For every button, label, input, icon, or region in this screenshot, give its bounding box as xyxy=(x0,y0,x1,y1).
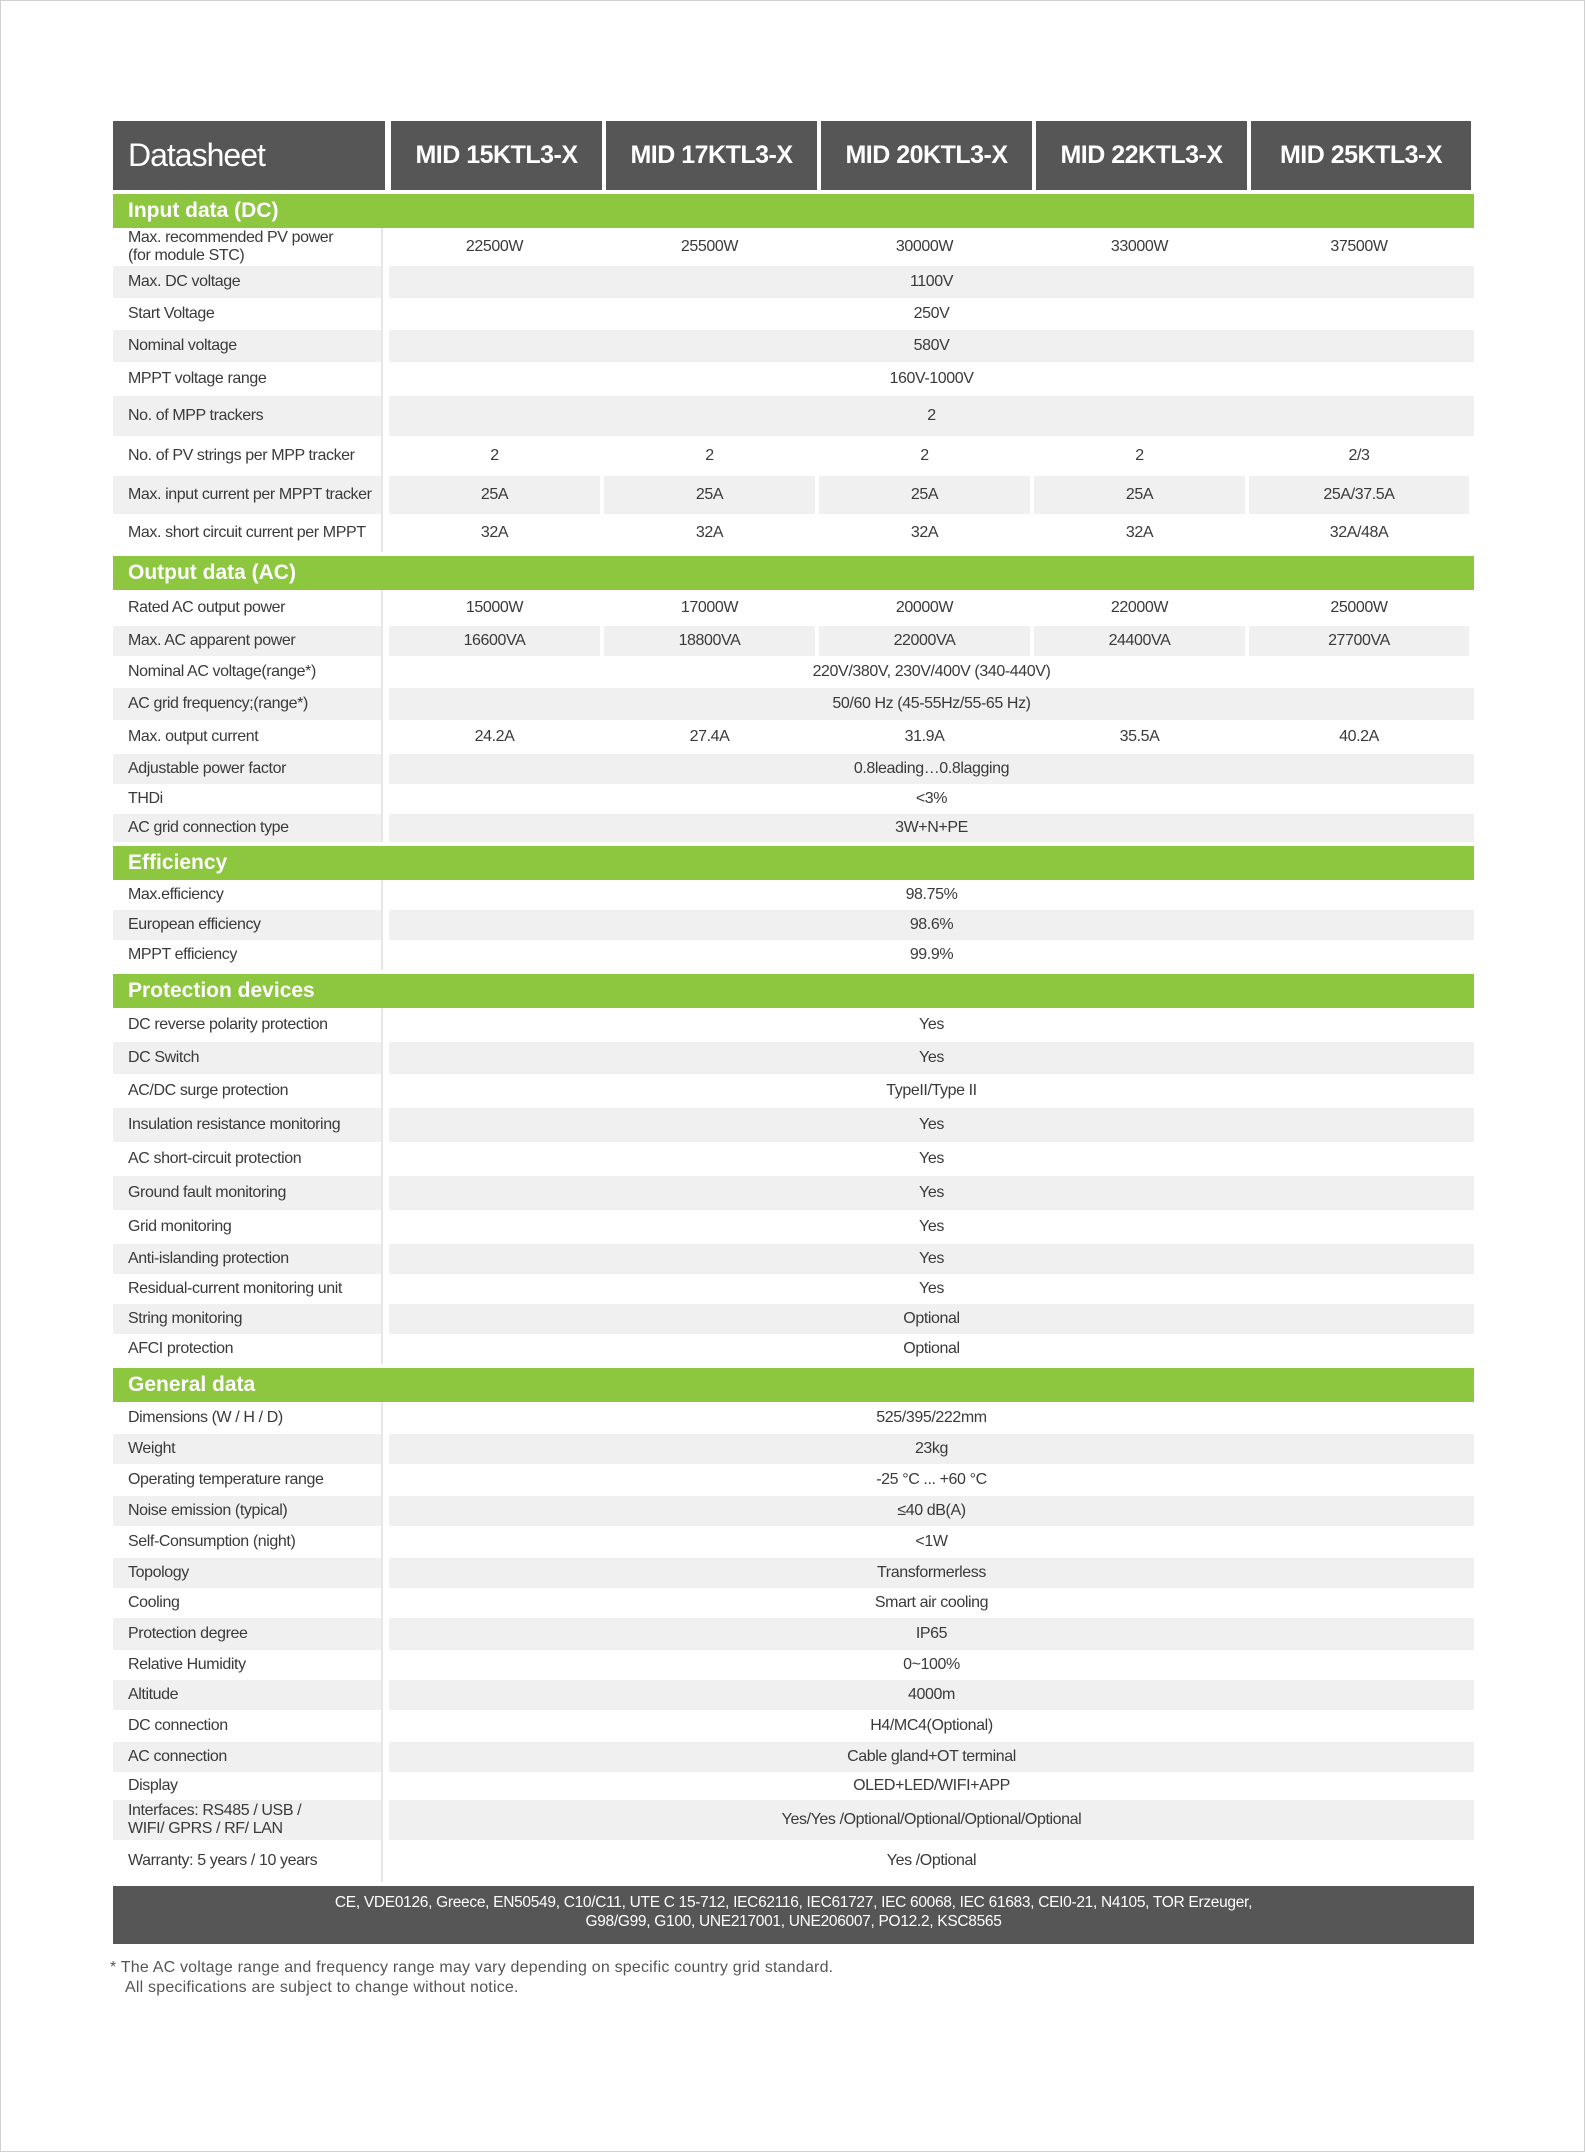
value-cell: 24400VA xyxy=(1034,626,1245,656)
row-label: Insulation resistance monitoring xyxy=(113,1108,383,1142)
table-row xyxy=(113,228,1474,266)
table-row xyxy=(113,1042,1474,1074)
shared-value-cell: 580V xyxy=(389,330,1474,362)
table-row xyxy=(113,1108,1474,1142)
datasheet-title: Datasheet xyxy=(113,121,385,190)
shared-value-cell: <1W xyxy=(915,1533,948,1550)
value-cell: 25A xyxy=(604,476,815,514)
table-row xyxy=(113,1526,1474,1558)
table-row xyxy=(113,266,1474,298)
table-row xyxy=(113,1772,1474,1800)
row-label: Self-Consumption (night) xyxy=(113,1526,383,1558)
value-cell: 37500W xyxy=(1330,238,1388,255)
row-label: Altitude xyxy=(113,1680,383,1710)
shared-value-cell: Yes xyxy=(389,1042,1474,1074)
table-row xyxy=(113,1742,1474,1772)
value-cell: 40.2A xyxy=(1339,728,1379,745)
table-row xyxy=(113,1464,1474,1496)
footnote-line: * The AC voltage range and frequency range may vary depending on specific country grid standard. xyxy=(110,1959,834,1976)
row-label: Max. recommended PV power (for module STC) xyxy=(113,228,383,266)
model-header: MID 17KTL3-X xyxy=(606,121,817,190)
value-cell: 22000VA xyxy=(819,626,1030,656)
row-label: Protection degree xyxy=(113,1618,383,1650)
row-label: Cooling xyxy=(113,1588,383,1618)
shared-value-cell: Yes xyxy=(919,1280,944,1297)
row-label: AC short-circuit protection xyxy=(113,1142,383,1176)
table-row xyxy=(113,590,1474,626)
value-cell: 32A xyxy=(1125,524,1154,541)
row-label: AC connection xyxy=(113,1742,383,1772)
value-cell: 35.5A xyxy=(1119,728,1160,745)
shared-value-cell: Transformerless xyxy=(389,1558,1474,1588)
value-cell: 27.4A xyxy=(689,728,730,745)
value-cell: 25A xyxy=(1034,476,1245,514)
table-row xyxy=(113,720,1474,754)
row-label: AFCI protection xyxy=(113,1334,383,1364)
table-row xyxy=(113,1008,1474,1042)
shared-value-cell: 220V/380V, 230V/400V (340-440V) xyxy=(812,663,1051,680)
table-row xyxy=(113,910,1474,940)
value-cell: 32A xyxy=(910,524,939,541)
table-row xyxy=(113,1304,1474,1334)
shared-value-cell: Cable gland+OT terminal xyxy=(389,1742,1474,1772)
model-header: MID 22KTL3-X xyxy=(1036,121,1247,190)
value-cell: 2 xyxy=(705,447,714,464)
table-row xyxy=(113,1558,1474,1588)
row-label: European efficiency xyxy=(113,910,383,940)
shared-value-cell: Yes xyxy=(919,1218,944,1235)
table-row xyxy=(113,1618,1474,1650)
value-cell: 22500W xyxy=(465,238,524,255)
row-label: Warranty: 5 years / 10 years xyxy=(113,1840,383,1882)
row-label: Max. AC apparent power xyxy=(113,626,383,656)
value-cell: 30000W xyxy=(895,238,954,255)
table-row xyxy=(113,1402,1474,1434)
table-row xyxy=(113,880,1474,910)
row-label: Ground fault monitoring xyxy=(113,1176,383,1210)
shared-value-cell: Optional xyxy=(903,1340,960,1357)
shared-value-cell: 1100V xyxy=(389,266,1474,298)
row-label: No. of PV strings per MPP tracker xyxy=(113,436,383,476)
row-label: Adjustable power factor xyxy=(113,754,383,784)
section-header: Protection devices xyxy=(113,974,1474,1008)
row-label: Operating temperature range xyxy=(113,1464,383,1496)
value-cell: 20000W xyxy=(895,599,954,616)
value-cell: 22000W xyxy=(1110,599,1169,616)
shared-value-cell: 2 xyxy=(389,396,1474,436)
row-label: Start Voltage xyxy=(113,298,383,330)
shared-value-cell: 0.8leading…0.8lagging xyxy=(389,754,1474,784)
value-cell: 32A xyxy=(480,524,509,541)
value-cell: 16600VA xyxy=(389,626,600,656)
shared-value-cell: IP65 xyxy=(389,1618,1474,1650)
row-label: Grid monitoring xyxy=(113,1210,383,1244)
row-label: DC reverse polarity protection xyxy=(113,1008,383,1042)
value-cell: 15000W xyxy=(465,599,524,616)
section-header: General data xyxy=(113,1368,1474,1402)
value-cell: 25500W xyxy=(680,238,739,255)
table-row xyxy=(113,1274,1474,1304)
table-row xyxy=(113,688,1474,720)
row-label: Dimensions (W / H / D) xyxy=(113,1402,383,1434)
shared-value-cell: 3W+N+PE xyxy=(389,814,1474,842)
shared-value-cell: Optional xyxy=(389,1304,1474,1334)
value-cell: 2 xyxy=(490,447,499,464)
shared-value-cell: 99.9% xyxy=(909,946,954,963)
section-header: Output data (AC) xyxy=(113,556,1474,590)
row-label: Rated AC output power xyxy=(113,590,383,626)
table-row xyxy=(113,1680,1474,1710)
shared-value-cell: 50/60 Hz (45-55Hz/55-65 Hz) xyxy=(389,688,1474,720)
table-row xyxy=(113,814,1474,842)
table-row xyxy=(113,476,1474,514)
section-header: Input data (DC) xyxy=(113,194,1474,228)
row-label: AC grid frequency;(range*) xyxy=(113,688,383,720)
table-row xyxy=(113,330,1474,362)
value-cell: 25A xyxy=(389,476,600,514)
shared-value-cell: 0~100% xyxy=(903,1656,960,1673)
shared-value-cell: ≤40 dB(A) xyxy=(389,1496,1474,1526)
table-row xyxy=(113,1840,1474,1882)
table-row xyxy=(113,784,1474,814)
row-label: MPPT voltage range xyxy=(113,362,383,396)
row-label: Max.efficiency xyxy=(113,880,383,910)
table-row xyxy=(113,1588,1474,1618)
row-label: String monitoring xyxy=(113,1304,383,1334)
shared-value-cell: Yes/Yes /Optional/Optional/Optional/Optional xyxy=(389,1800,1474,1840)
table-row xyxy=(113,754,1474,784)
row-label: Max. short circuit current per MPPT xyxy=(113,514,383,552)
table-row xyxy=(113,656,1474,688)
certifications-bar: CE, VDE0126, Greece, EN50549, C10/C11, UTE C 15-712, IEC62116, IEC61727, IEC 60068, IEC 61683, CEI0-21, N4105, TOR Erzeuger, G98/G99, G100, UNE217001, UNE206007, PO12.2, KSC8565 xyxy=(113,1886,1474,1944)
footnote xyxy=(110,1958,833,1998)
shared-value-cell: Smart air cooling xyxy=(874,1594,989,1611)
row-label: Residual-current monitoring unit xyxy=(113,1274,383,1304)
model-header: MID 25KTL3-X xyxy=(1251,121,1471,190)
row-label: Display xyxy=(113,1772,383,1800)
shared-value-cell: Yes /Optional xyxy=(886,1852,977,1869)
table-row xyxy=(113,1244,1474,1274)
model-header: MID 15KTL3-X xyxy=(391,121,602,190)
table-row xyxy=(113,1710,1474,1742)
table-row xyxy=(113,1334,1474,1364)
shared-value-cell: 4000m xyxy=(389,1680,1474,1710)
shared-value-cell: 525/395/222mm xyxy=(876,1409,987,1426)
shared-value-cell: OLED+LED/WIFI+APP xyxy=(853,1777,1010,1794)
section-header: Efficiency xyxy=(113,846,1474,880)
shared-value-cell: 98.6% xyxy=(389,910,1474,940)
row-label: Interfaces: RS485 / USB / WIFI/ GPRS / RF/ LAN xyxy=(113,1800,383,1840)
table-header xyxy=(113,121,1474,190)
table-row xyxy=(113,1650,1474,1680)
table-row xyxy=(113,626,1474,656)
row-label: Max. DC voltage xyxy=(113,266,383,298)
table-row xyxy=(113,436,1474,476)
row-label: Relative Humidity xyxy=(113,1650,383,1680)
model-header: MID 20KTL3-X xyxy=(821,121,1032,190)
value-cell: 32A/48A xyxy=(1329,524,1389,541)
table-row xyxy=(113,514,1474,552)
shared-value-cell: 160V-1000V xyxy=(889,370,974,387)
shared-value-cell: Yes xyxy=(389,1176,1474,1210)
table-row xyxy=(113,1074,1474,1108)
footnote-line: All specifications are subject to change without notice. xyxy=(125,1979,519,1996)
shared-value-cell: Yes xyxy=(389,1108,1474,1142)
table-row xyxy=(113,1210,1474,1244)
value-cell: 17000W xyxy=(680,599,739,616)
table-row xyxy=(113,1142,1474,1176)
row-label: Max. input current per MPPT tracker xyxy=(113,476,383,514)
row-label: DC connection xyxy=(113,1710,383,1742)
row-label: MPPT efficiency xyxy=(113,940,383,970)
shared-value-cell: <3% xyxy=(915,790,948,807)
row-label: DC Switch xyxy=(113,1042,383,1074)
row-label: Weight xyxy=(113,1434,383,1464)
shared-value-cell: 250V xyxy=(913,305,950,322)
shared-value-cell: 98.75% xyxy=(905,886,958,903)
value-cell: 33000W xyxy=(1110,238,1169,255)
value-cell: 25A/37.5A xyxy=(1249,476,1469,514)
table-row xyxy=(113,1176,1474,1210)
value-cell: 27700VA xyxy=(1249,626,1469,656)
value-cell: 18800VA xyxy=(604,626,815,656)
value-cell: 32A xyxy=(695,524,724,541)
row-label: Nominal voltage xyxy=(113,330,383,362)
table-row xyxy=(113,362,1474,396)
value-cell: 25000W xyxy=(1330,599,1388,616)
table-body xyxy=(113,194,1474,1882)
shared-value-cell: TypeII/Type II xyxy=(886,1082,977,1099)
row-label: Anti-islanding protection xyxy=(113,1244,383,1274)
shared-value-cell: Yes xyxy=(389,1244,1474,1274)
shared-value-cell: H4/MC4(Optional) xyxy=(870,1717,993,1734)
value-cell: 2/3 xyxy=(1348,447,1370,464)
table-row xyxy=(113,1496,1474,1526)
table-row xyxy=(113,1434,1474,1464)
table-row xyxy=(113,396,1474,436)
row-label: THDi xyxy=(113,784,383,814)
datasheet-table xyxy=(113,121,1474,1944)
shared-value-cell: 23kg xyxy=(389,1434,1474,1464)
row-label: Max. output current xyxy=(113,720,383,754)
value-cell: 2 xyxy=(920,447,929,464)
value-cell: 24.2A xyxy=(474,728,515,745)
table-row xyxy=(113,1800,1474,1840)
shared-value-cell: Yes xyxy=(919,1150,944,1167)
value-cell: 31.9A xyxy=(904,728,945,745)
shared-value-cell: -25 °C ... +60 °C xyxy=(876,1471,987,1488)
value-cell: 2 xyxy=(1135,447,1144,464)
row-label: Topology xyxy=(113,1558,383,1588)
row-label: No. of MPP trackers xyxy=(113,396,383,436)
row-label: Noise emission (typical) xyxy=(113,1496,383,1526)
row-label: Nominal AC voltage(range*) xyxy=(113,656,383,688)
value-cell: 25A xyxy=(819,476,1030,514)
row-label: AC grid connection type xyxy=(113,814,383,842)
row-label: AC/DC surge protection xyxy=(113,1074,383,1108)
table-row xyxy=(113,298,1474,330)
table-row xyxy=(113,940,1474,970)
shared-value-cell: Yes xyxy=(919,1016,944,1033)
